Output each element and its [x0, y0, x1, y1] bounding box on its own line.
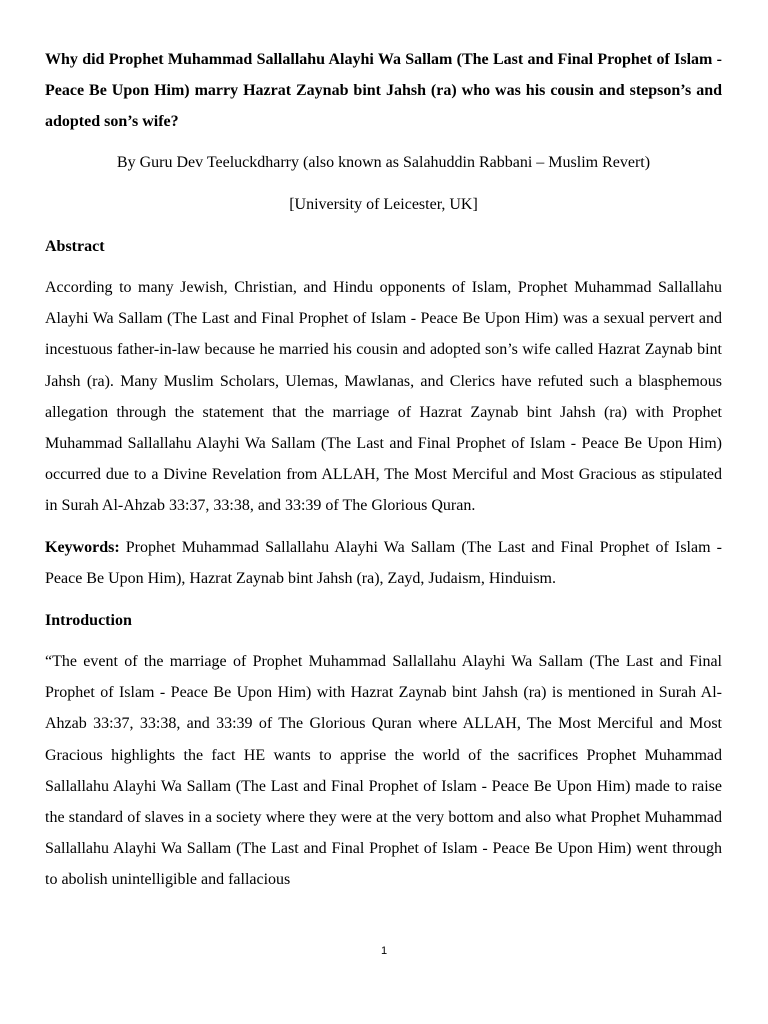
keywords-paragraph	[45, 532, 722, 594]
keywords-label: Keywords:	[45, 538, 120, 556]
introduction-heading: Introduction	[45, 612, 132, 630]
affiliation-line: [University of Leicester, UK]	[289, 196, 478, 213]
page-number: 1	[380, 945, 388, 957]
abstract-heading: Abstract	[45, 238, 105, 255]
author-line: By Guru Dev Teeluckdharry (also known as Salahuddin Rabbani – Muslim Revert)	[116, 154, 651, 171]
keywords-text: Prophet Muhammad Sallallahu Alayhi Wa Sallam (The Last and Final Prophet of Islam - Peace Be Upon Him), Hazrat Zaynab bint Jahsh (ra), Zayd, Judaism, Hinduism.	[45, 538, 722, 587]
introduction-paragraph: “The event of the marriage of Prophet Muhammad Sallallahu Alayhi Wa Sallam (The Last and Final Prophet of Islam - Peace Be Upon Him) with Hazrat Zaynab bint Jahsh (ra) is mentioned in Surah Al-Ahzab 33:37, 33:38, and 33:39 of The Glorious Quran where ALLAH, The Most Merciful and Most Gracious highlights the fact HE wants to apprise the world of the sacrifices Prophet Muhammad Sallallahu Alayhi Wa Sallam (The Last and Final Prophet of Islam - Peace Be Upon Him) made to raise the standard of slaves in a society where they were at the very bottom and also what Prophet Muhammad Sallallahu Alayhi Wa Sallam (The Last and Final Prophet of Islam - Peace Be Upon Him) went through to abolish unintelligible and fallacious	[45, 653, 722, 889]
document-page	[45, 44, 722, 896]
document-title: Why did Prophet Muhammad Sallallahu Alayhi Wa Sallam (The Last and Final Prophet of Islam - Peace Be Upon Him) marry Hazrat Zaynab bint Jahsh (ra) who was his cousin and stepson’s and adopted son’s wife?	[45, 51, 722, 130]
abstract-paragraph: According to many Jewish, Christian, and Hindu opponents of Islam, Prophet Muhammad Sallallahu Alayhi Wa Sallam (The Last and Final Prophet of Islam - Peace Be Upon Him) was a sexual pervert and incestuous father-in-law because he married his cousin and adopted son’s wife called Hazrat Zaynab bint Jahsh (ra). Many Muslim Scholars, Ulemas, Mawlanas, and Clerics have refuted such a blasphemous allegation through the statement that the marriage of Hazrat Zaynab bint Jahsh (ra) with Prophet Muhammad Sallallahu Alayhi Wa Sallam (The Last and Final Prophet of Islam - Peace Be Upon Him) occurred due to a Divine Revelation from ALLAH, The Most Merciful and Most Gracious as stipulated in Surah Al-Ahzab 33:37, 33:38, and 33:39 of The Glorious Quran.	[45, 279, 722, 515]
